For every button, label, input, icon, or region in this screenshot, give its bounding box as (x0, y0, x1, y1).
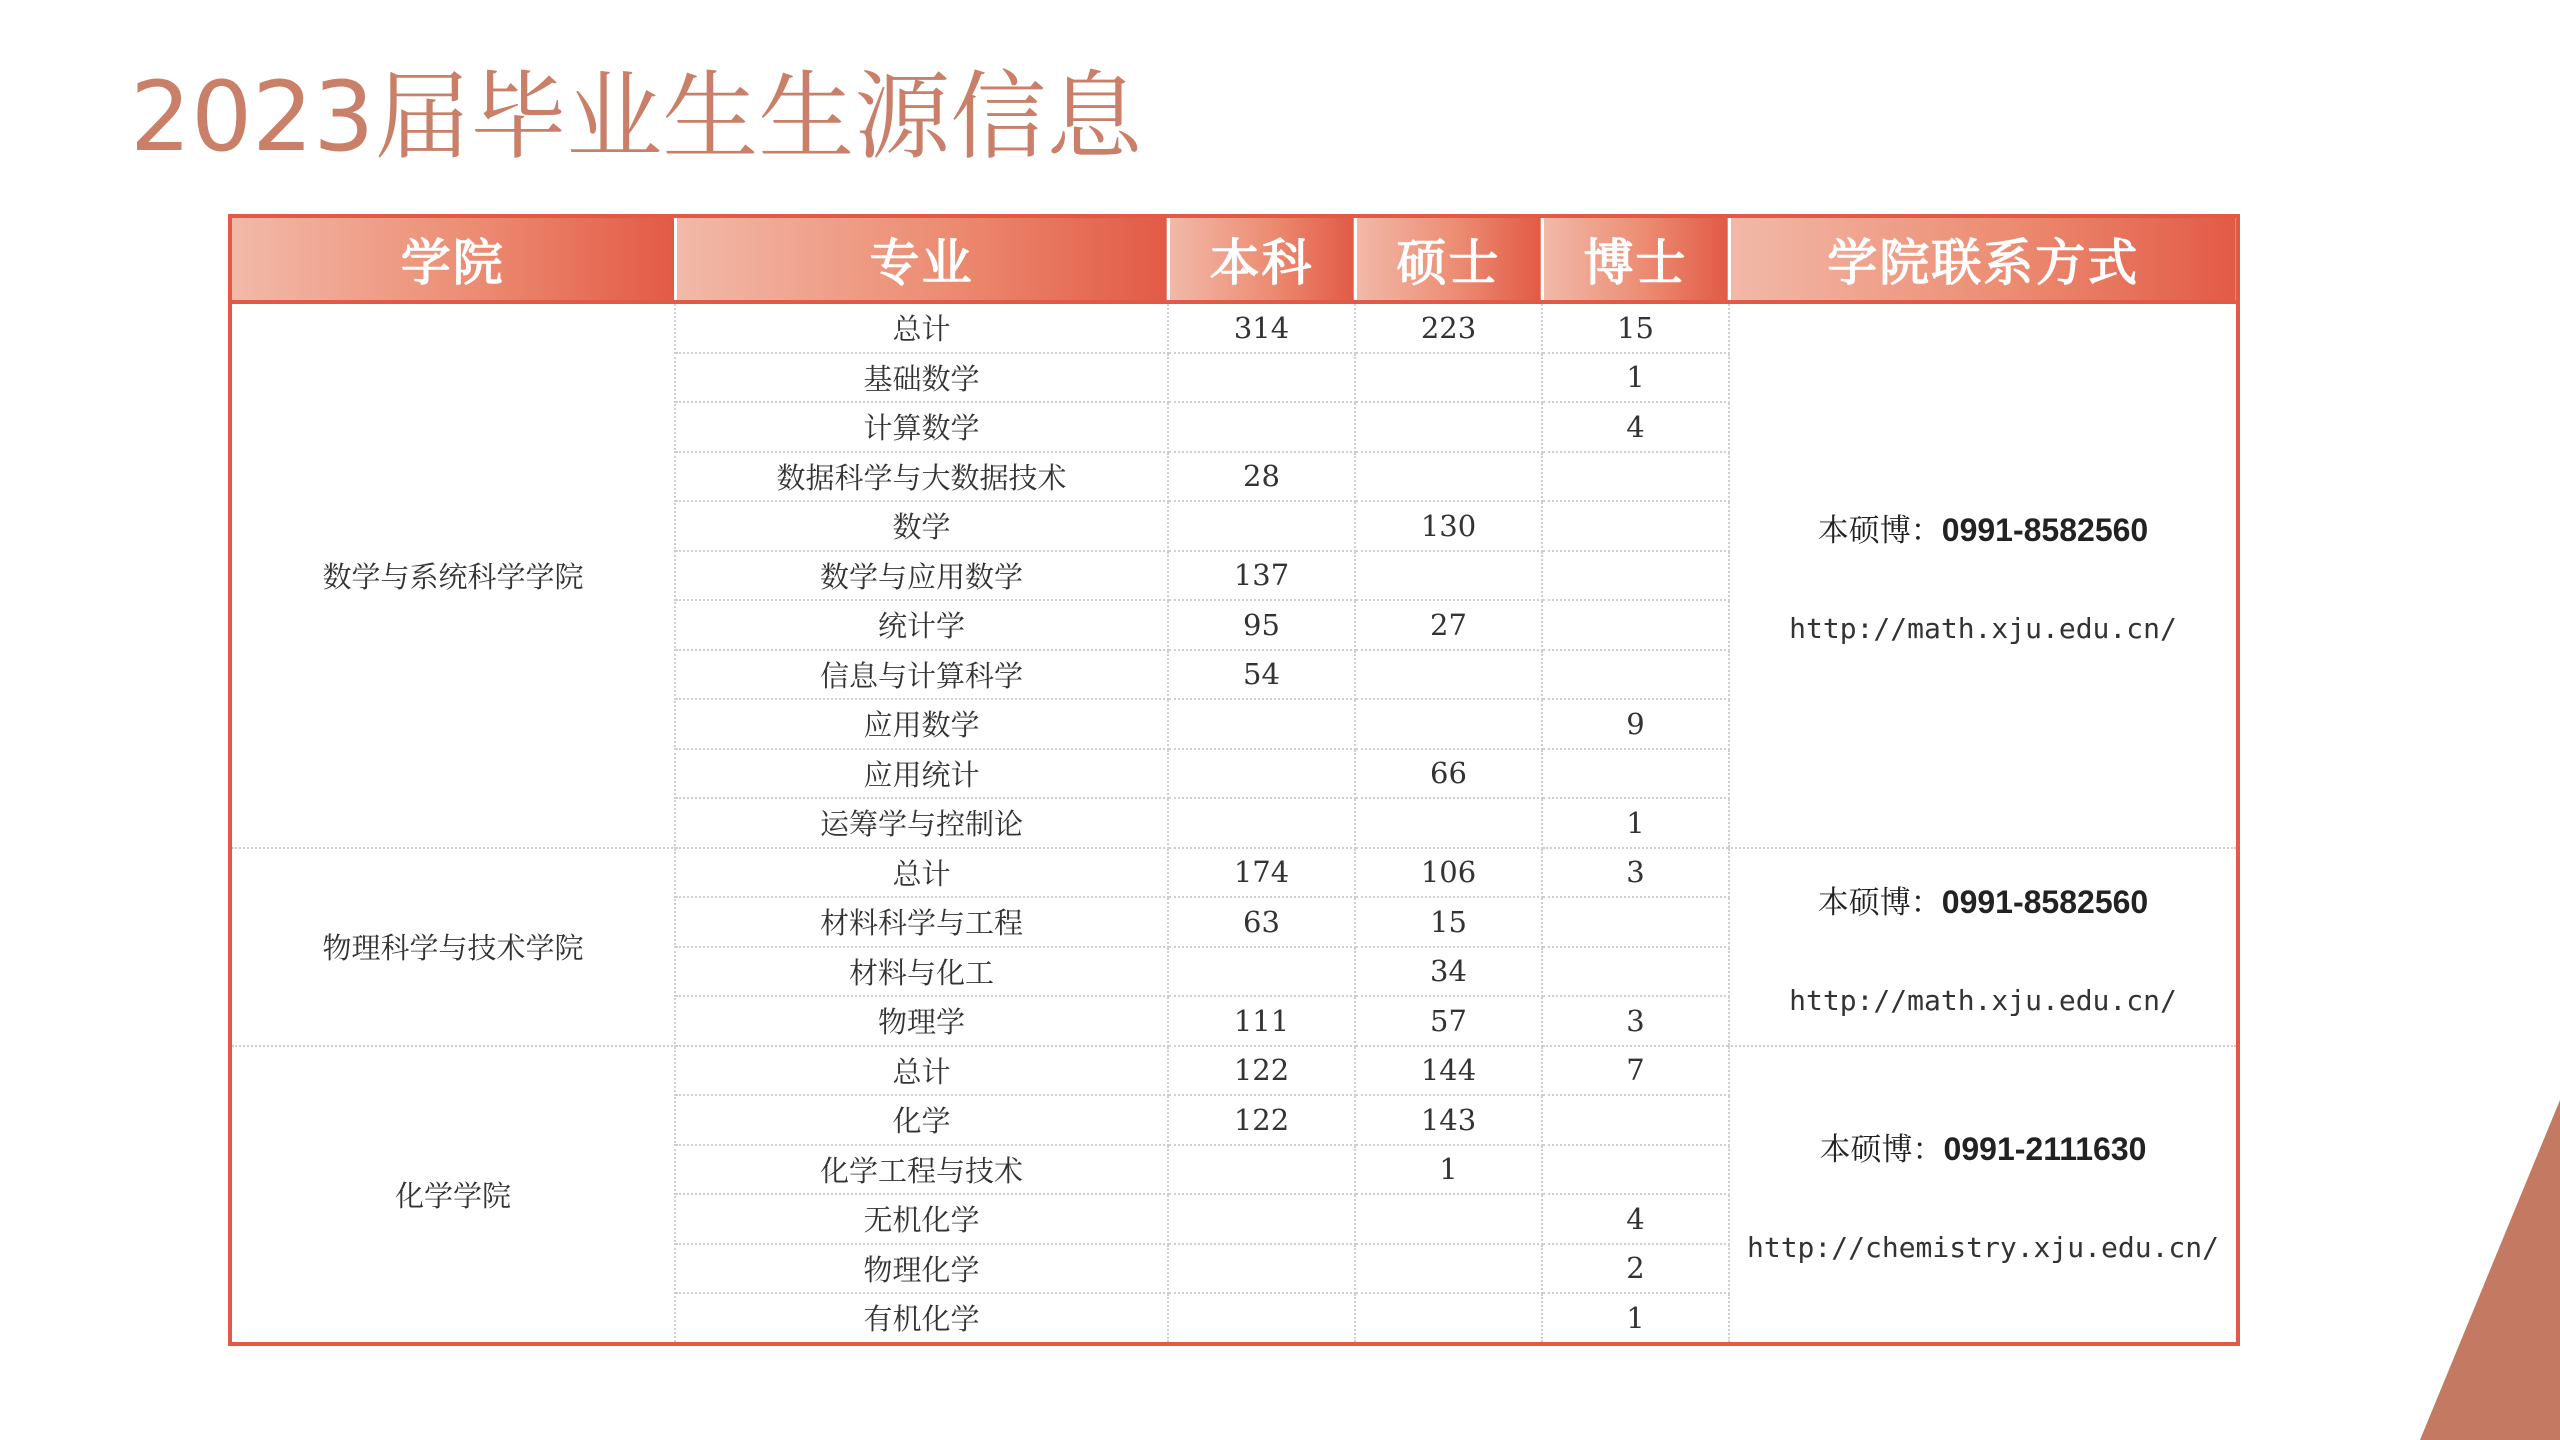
major-cell: 数据科学与大数据技术 (675, 452, 1168, 502)
bachelor-count (1168, 501, 1355, 551)
bachelor-count (1168, 1244, 1355, 1294)
master-count: 143 (1355, 1095, 1542, 1145)
doctor-count (1542, 551, 1729, 601)
bachelor-count (1168, 947, 1355, 997)
major-cell: 数学 (675, 501, 1168, 551)
master-count: 1 (1355, 1145, 1542, 1195)
bachelor-count: 95 (1168, 600, 1355, 650)
bachelor-count: 122 (1168, 1046, 1355, 1096)
college-contact (1729, 302, 2238, 848)
table-body (230, 302, 2238, 1344)
doctor-count (1542, 452, 1729, 502)
college-name: 物理科学与技术学院 (230, 848, 675, 1046)
major-cell: 数学与应用数学 (675, 551, 1168, 601)
doctor-count: 4 (1542, 1194, 1729, 1244)
doctor-count: 15 (1542, 302, 1729, 353)
doctor-count: 2 (1542, 1244, 1729, 1294)
table-row (230, 848, 2238, 898)
master-count (1355, 1293, 1542, 1344)
major-cell: 应用统计 (675, 749, 1168, 799)
major-cell: 计算数学 (675, 402, 1168, 452)
doctor-count: 1 (1542, 1293, 1729, 1344)
major-cell: 信息与计算科学 (675, 650, 1168, 700)
major-cell: 材料科学与工程 (675, 897, 1168, 947)
phone-label: 本硕博： (1817, 884, 1942, 921)
master-count (1355, 452, 1542, 502)
major-cell: 物理学 (675, 996, 1168, 1046)
website-link[interactable]: http://chemistry.xju.edu.cn/ (1746, 1231, 2219, 1264)
doctor-count: 4 (1542, 402, 1729, 452)
master-count: 144 (1355, 1046, 1542, 1096)
phone-label: 本硕博： (1817, 513, 1942, 550)
bachelor-count: 314 (1168, 302, 1355, 353)
doctor-count (1542, 650, 1729, 700)
website-link[interactable]: http://math.xju.edu.cn/ (1789, 983, 2177, 1017)
header-doctor: 博士 (1542, 216, 1729, 302)
college-contact (1729, 1046, 2238, 1344)
major-cell: 总计 (675, 848, 1168, 898)
bachelor-count (1168, 402, 1355, 452)
college-name: 化学学院 (230, 1046, 675, 1344)
contact-phone (1730, 1124, 2236, 1169)
contact-phone (1730, 505, 2236, 550)
major-cell: 应用数学 (675, 699, 1168, 749)
master-count: 106 (1355, 848, 1542, 898)
master-count (1355, 699, 1542, 749)
doctor-count: 1 (1542, 798, 1729, 848)
bachelor-count (1168, 1194, 1355, 1244)
header-bachelor: 本科 (1168, 216, 1355, 302)
major-cell: 总计 (675, 1046, 1168, 1096)
master-count: 15 (1355, 897, 1542, 947)
doctor-count (1542, 897, 1729, 947)
master-count: 27 (1355, 600, 1542, 650)
major-cell: 无机化学 (675, 1194, 1168, 1244)
bachelor-count (1168, 699, 1355, 749)
doctor-count: 3 (1542, 848, 1729, 898)
doctor-count: 3 (1542, 996, 1729, 1046)
master-count: 66 (1355, 749, 1542, 799)
doctor-count: 7 (1542, 1046, 1729, 1096)
doctor-count: 9 (1542, 699, 1729, 749)
bachelor-count: 174 (1168, 848, 1355, 898)
bachelor-count (1168, 749, 1355, 799)
master-count (1355, 1194, 1542, 1244)
doctor-count (1542, 947, 1729, 997)
master-count (1355, 1244, 1542, 1294)
major-cell: 化学工程与技术 (675, 1145, 1168, 1195)
bachelor-count (1168, 1293, 1355, 1344)
bachelor-count: 63 (1168, 897, 1355, 947)
bachelor-count (1168, 798, 1355, 848)
master-count: 223 (1355, 302, 1542, 353)
bachelor-count: 122 (1168, 1095, 1355, 1145)
major-cell: 化学 (675, 1095, 1168, 1145)
bachelor-count (1168, 1145, 1355, 1195)
major-cell: 材料与化工 (675, 947, 1168, 997)
table-row (230, 302, 2238, 353)
major-cell: 统计学 (675, 600, 1168, 650)
major-cell: 运筹学与控制论 (675, 798, 1168, 848)
college-name: 数学与系统科学学院 (230, 302, 675, 848)
header-college: 学院 (230, 216, 675, 302)
doctor-count: 1 (1542, 353, 1729, 403)
master-count: 130 (1355, 501, 1542, 551)
major-cell: 物理化学 (675, 1244, 1168, 1294)
bachelor-count (1168, 353, 1355, 403)
doctor-count (1542, 749, 1729, 799)
header-major: 专业 (675, 216, 1168, 302)
major-cell: 基础数学 (675, 353, 1168, 403)
table-header (230, 216, 2238, 302)
bachelor-count: 28 (1168, 452, 1355, 502)
major-cell: 有机化学 (675, 1293, 1168, 1344)
contact-phone (1730, 877, 2236, 922)
major-cell: 总计 (675, 302, 1168, 353)
corner-decoration (2420, 1100, 2560, 1440)
master-count (1355, 798, 1542, 848)
doctor-count (1542, 1095, 1729, 1145)
doctor-count (1542, 600, 1729, 650)
master-count: 57 (1355, 996, 1542, 1046)
graduate-source-table (228, 214, 2240, 1346)
website-link[interactable]: http://math.xju.edu.cn/ (1789, 612, 2177, 646)
phone-number: 0991-8582560 (1941, 512, 2149, 549)
master-count: 34 (1355, 947, 1542, 997)
phone-number: 0991-2111630 (1943, 1131, 2147, 1167)
master-count (1355, 551, 1542, 601)
bachelor-count: 111 (1168, 996, 1355, 1046)
master-count (1355, 650, 1542, 700)
doctor-count (1542, 501, 1729, 551)
bachelor-count: 137 (1168, 551, 1355, 601)
master-count (1355, 353, 1542, 403)
phone-label: 本硕博： (1819, 1132, 1944, 1168)
page-title: 2023届毕业生生源信息 (130, 61, 1143, 173)
header-contact: 学院联系方式 (1729, 216, 2238, 302)
table-row (230, 1046, 2238, 1096)
college-contact (1729, 848, 2238, 1046)
doctor-count (1542, 1145, 1729, 1195)
bachelor-count: 54 (1168, 650, 1355, 700)
master-count (1355, 402, 1542, 452)
header-master: 硕士 (1355, 216, 1542, 302)
phone-number: 0991-8582560 (1941, 883, 2149, 920)
header-row (230, 216, 2238, 302)
